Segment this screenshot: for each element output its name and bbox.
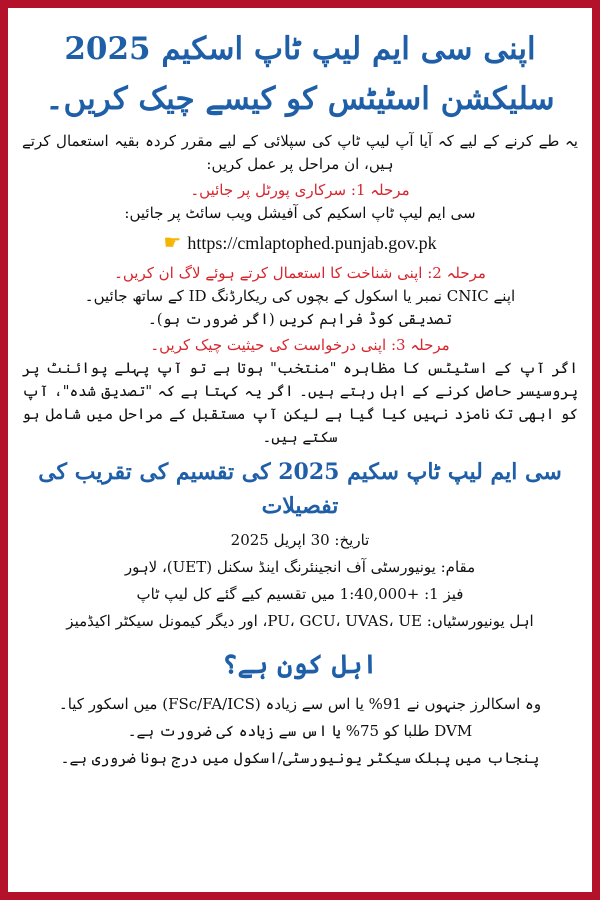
step-3-text: اگر آپ کے اسٹیٹس کا مظاہرہ "منتخب" ہوتا ہے تو آپ پہلے پوائنٹ پر پروسیسر حاصل کرنے کے اہل رہتے ہیں۔ اگر یہ کہتا ہے کہ "تصدیق شدہ"، آپ کو ابھی تک نامزد نہیں کیا گیا ہے لیکن آپ مستقبل کے مراحل میں شامل ہو سکتے ہیں۔ xyxy=(22,359,578,446)
ceremony-date: تاریخ: 30 اپریل 2025 xyxy=(230,531,370,549)
portal-url-link[interactable]: https://cmlaptophed.punjab.gov.pk xyxy=(187,233,437,253)
article-title: اپنی سی ایم لیپ ٹاپ اسکیم 2025 سلیکشن اسٹیٹس کو کیسے چیک کریں۔ xyxy=(45,31,555,117)
ceremony-universities: اہل یونیورسٹیاں: PU، GCU، UVAS، UE، اور دیگر کیمونل سیکٹر اکیڈمیز xyxy=(66,612,534,630)
step-2 xyxy=(22,261,578,331)
eligibility-heading: اہل کون ہے؟ xyxy=(222,650,378,680)
step-3 xyxy=(22,333,578,449)
ceremony-phase: فیز 1: +1:40,000 میں تقسیم کیے گئے کل لیپ ٹاپ xyxy=(136,585,464,603)
step-2-text-2: تصدیقی کوڈ فراہم کریں (اگر ضرورت ہو)۔ xyxy=(148,310,452,328)
pointing-hand-icon: ☛ xyxy=(163,230,182,254)
eligibility-item-2: DVM طلبا کو 75% یا اس سے زیادہ کی ضرورت ہے۔ xyxy=(127,722,473,740)
article-body xyxy=(22,24,578,882)
portal-url-row xyxy=(22,227,578,259)
eligibility-item-3: پنجاب میں پبلک سیکٹر یونیورسٹی/اسکول میں درج ہونا ضروری ہے۔ xyxy=(60,749,540,767)
intro-paragraph: یہ طے کرنے کے لیے کہ آیا آپ لیپ ٹاپ کی سپلائی کے لیے مقرر کردہ بقیہ استعمال کرتے ہیں، ان مراحل پر عمل کریں: xyxy=(22,132,578,173)
step-1-text: سی ایم لیپ ٹاپ اسکیم کی آفیشل ویب سائٹ پر جائیں: xyxy=(124,204,476,222)
step-1 xyxy=(22,178,578,259)
ceremony-venue: مقام: یونیورسٹی آف انجینئرنگ اینڈ سکنل (UET)، لاہور xyxy=(124,558,476,576)
step-2-text-1: اپنے CNIC نمبر یا اسکول کے بچوں کی ریکارڈنگ ID کے ساتھ جائیں۔ xyxy=(84,287,516,305)
step-3-label: مرحلہ 3: اپنی درخواست کی حیثیت چیک کریں۔ xyxy=(150,336,450,354)
eligibility-item-1: وہ اسکالرز جنہوں نے 91% یا اس سے زیادہ (FSc/FA/ICS) میں اسکور کیا۔ xyxy=(58,695,542,713)
step-1-label: مرحلہ 1: سرکاری پورٹل پر جائیں۔ xyxy=(190,181,410,199)
step-2-label: مرحلہ 2: اپنی شناخت کا استعمال کرتے ہوئے لاگ ان کریں۔ xyxy=(114,264,486,282)
ceremony-heading: سی ایم لیپ ٹاپ سکیم 2025 کی تقسیم کی تقریب کی تفصیلات xyxy=(38,459,562,519)
